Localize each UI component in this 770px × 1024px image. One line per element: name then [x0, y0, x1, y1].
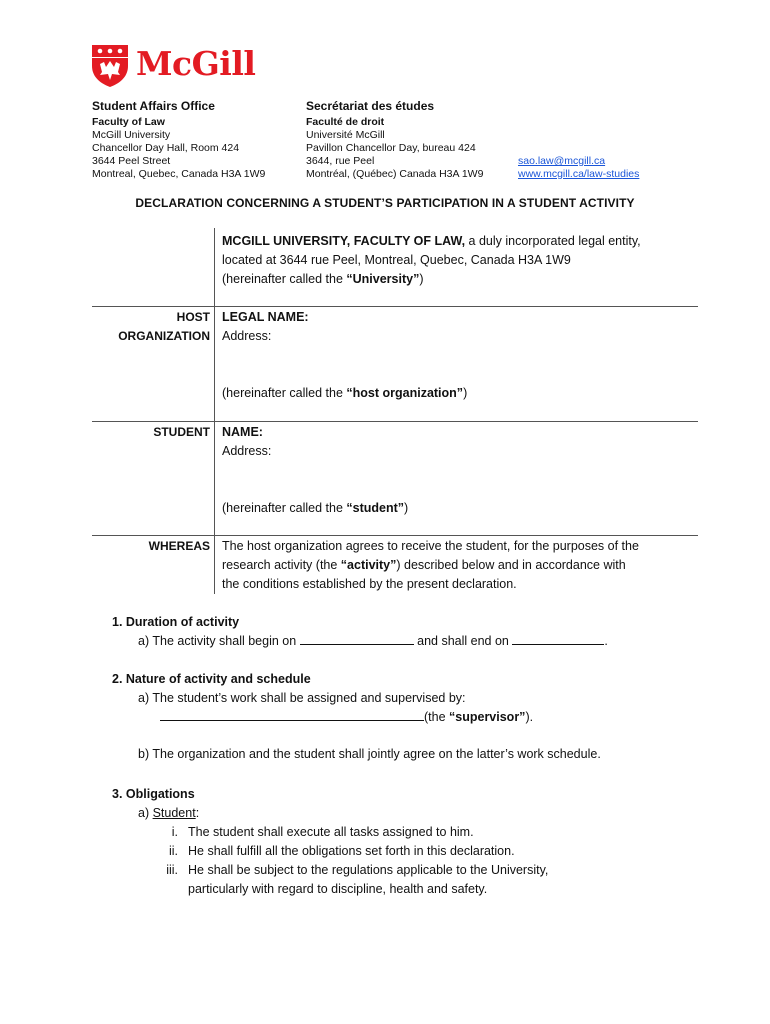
duration-mid-text: and shall end on	[413, 634, 513, 648]
host-label-line2: ORGANIZATION	[118, 329, 210, 343]
supervisor-term: “supervisor”	[449, 710, 526, 724]
right-address-block	[306, 100, 483, 181]
whereas-line: ) described below and in accordance with	[396, 558, 626, 572]
obligation-item	[112, 842, 548, 861]
host-label	[92, 308, 210, 346]
student-address-label: Address:	[222, 444, 272, 458]
student-name-label: NAME:	[222, 425, 263, 439]
called-prefix: (hereinafter called the	[222, 272, 347, 286]
section-obligations	[112, 785, 548, 899]
called-suffix: )	[463, 386, 468, 400]
mcgill-shield-icon	[90, 42, 130, 88]
address-line: Chancellor Day Hall, Room 424	[92, 142, 240, 154]
address-line-fr: 3644, rue Peel	[306, 155, 375, 167]
activity-term: “activity”	[340, 558, 397, 572]
end-date-field[interactable]	[512, 632, 604, 645]
section-2-title: 2. Nature of activity and schedule	[112, 672, 311, 686]
host-term: “host organization”	[346, 386, 464, 400]
called-prefix: (hereinafter called the	[222, 501, 347, 515]
contact-links	[518, 155, 639, 181]
university-address: located at 3644 rue Peel, Montreal, Quebec, Canada H3A 1W9	[222, 253, 571, 267]
item-text: He shall be subject to the regulations applicable to the University,	[188, 863, 549, 877]
faculty-name: Faculty of Law	[92, 116, 165, 128]
section-nature	[112, 670, 601, 764]
logo-wordmark: McGill	[136, 44, 256, 83]
whereas-line: research activity (the	[222, 558, 341, 572]
item-number: i.	[171, 825, 178, 839]
address-line: Montreal, Quebec, Canada H3A 1W9	[92, 168, 266, 180]
supervisor-prefix: (the	[424, 710, 450, 724]
address-line-fr: Pavillon Chancellor Day, bureau 424	[306, 142, 476, 154]
university-term: “University”	[346, 272, 420, 286]
whereas-line: the conditions established by the present declaration.	[222, 577, 517, 591]
called-prefix: (hereinafter called the	[222, 386, 347, 400]
supervisor-text: a) The student’s work shall be assigned and supervised by:	[138, 691, 466, 705]
section-3-title: 3. Obligations	[112, 787, 195, 801]
item-number: ii.	[168, 844, 178, 858]
item-text: He shall fulfill all the obligations set forth in this declaration.	[188, 844, 515, 858]
address-line: 3644 Peel Street	[92, 155, 171, 167]
duration-end-text: .	[604, 634, 608, 648]
called-suffix: )	[404, 501, 409, 515]
university-cell	[222, 232, 692, 289]
table-divider-row	[92, 535, 698, 536]
item-text: The student shall execute all tasks assigned to him.	[188, 825, 474, 839]
office-name-fr: Secrétariat des études	[306, 99, 435, 113]
document-title: DECLARATION CONCERNING A STUDENT’S PARTICIPATION IN A STUDENT ACTIVITY	[135, 196, 635, 210]
item-text-continued: particularly with regard to discipline, health and safety.	[188, 882, 488, 896]
university-desc: a duly incorporated legal entity,	[465, 234, 641, 248]
university-name: MCGILL UNIVERSITY, FACULTY OF LAW,	[222, 234, 466, 248]
item-number: iii.	[166, 863, 178, 877]
student-term: “student”	[346, 501, 405, 515]
host-label-line1: HOST	[176, 310, 210, 324]
table-divider-vertical	[214, 228, 215, 594]
obligation-item	[112, 823, 548, 842]
office-name: Student Affairs Office	[92, 99, 215, 113]
legal-name-label: LEGAL NAME:	[222, 310, 309, 324]
table-divider-row	[92, 306, 698, 307]
host-address-label: Address:	[222, 329, 272, 343]
whereas-line: The host organization agrees to receive the student, for the purposes of the	[222, 539, 639, 553]
supervisor-suffix: ).	[525, 710, 534, 724]
start-date-field[interactable]	[300, 632, 414, 645]
student-obligations-label: Student	[152, 806, 196, 820]
address-line-fr: Montréal, (Québec) Canada H3A 1W9	[306, 168, 484, 180]
called-suffix: )	[419, 272, 424, 286]
obligation-prefix: a)	[138, 806, 153, 820]
section-duration	[112, 613, 608, 651]
email-link[interactable]: sao.law@mcgill.ca	[518, 155, 606, 167]
address-line: McGill University	[92, 129, 171, 141]
student-cell	[222, 423, 692, 518]
faculty-name-fr: Faculté de droit	[306, 116, 385, 128]
obligation-item	[112, 861, 548, 880]
obligation-colon: :	[195, 806, 200, 820]
schedule-text: b) The organization and the student shall jointly agree on the latter’s work schedule.	[138, 747, 601, 761]
website-link[interactable]: www.mcgill.ca/law-studies	[518, 168, 640, 180]
host-cell	[222, 308, 692, 403]
address-line-fr: Université McGill	[306, 129, 385, 141]
whereas-label: WHEREAS	[148, 539, 210, 553]
supervisor-field[interactable]	[160, 708, 424, 721]
whereas-cell	[222, 537, 692, 594]
left-address-block	[92, 100, 265, 181]
section-1-title: 1. Duration of activity	[112, 615, 240, 629]
table-divider-row	[92, 421, 698, 422]
student-label: STUDENT	[153, 425, 210, 439]
duration-start-text: a) The activity shall begin on	[138, 634, 300, 648]
